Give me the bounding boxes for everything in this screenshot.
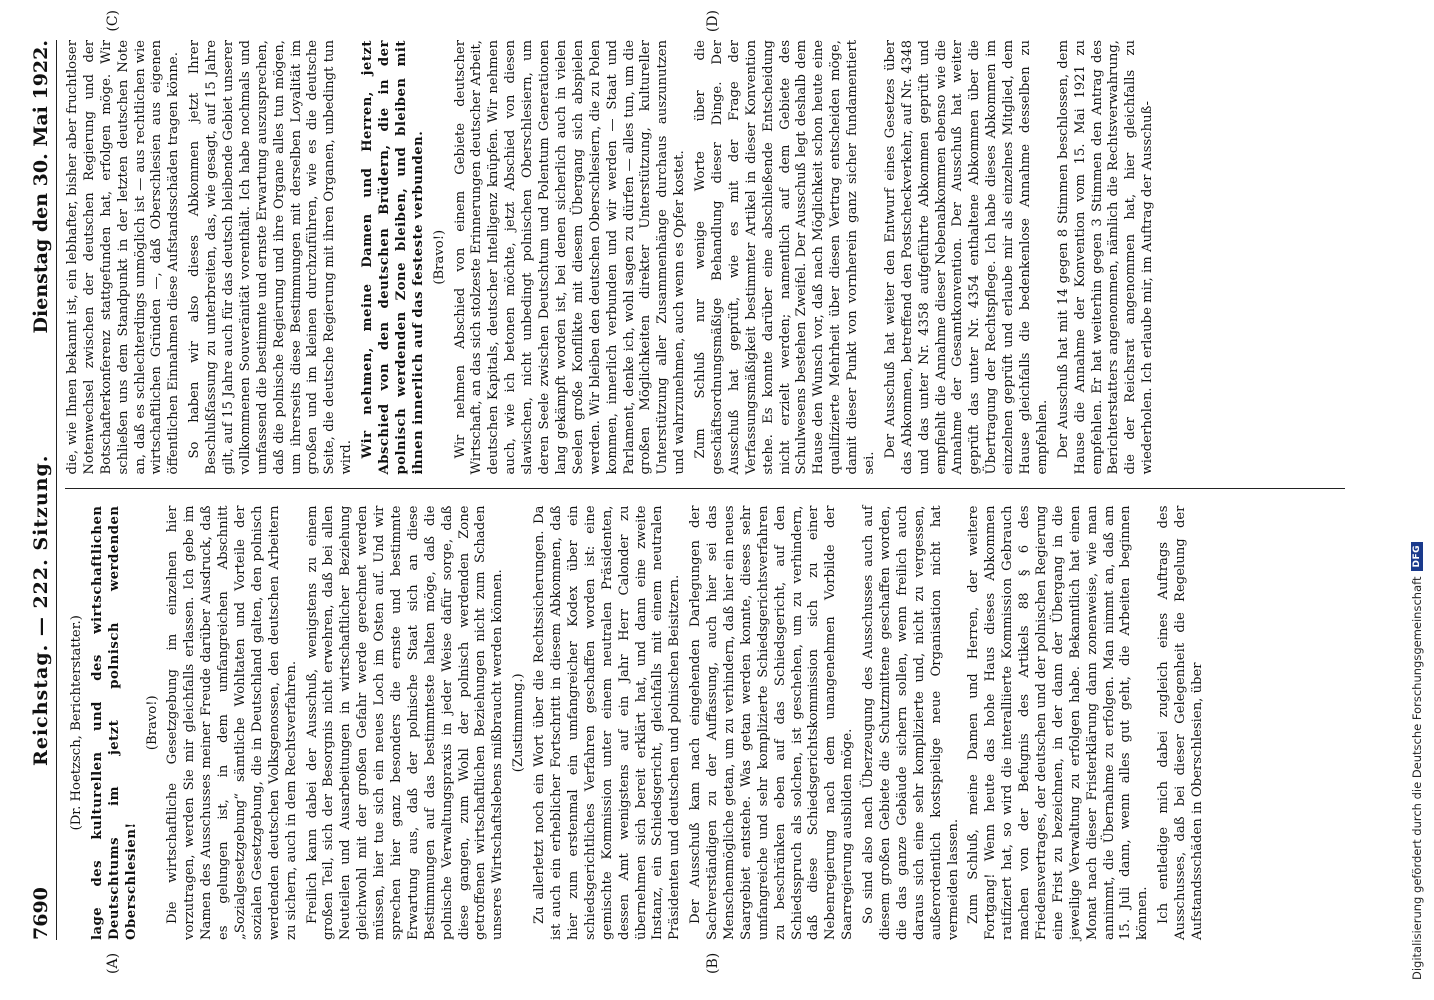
interjection: (Zustimmung.) [511, 673, 527, 773]
credit-text: Digitalisierung gefördert durch die Deutsche Forschungsgemeinschaft [1410, 576, 1424, 980]
paragraph: Der Ausschuß hat weiter den Entwurf eines Gesetzes über das Abkommen, betreffend den Postscheckverkehr, auf Nr. 4348 und das unter Nr. 4358 aufgeführte Abkommen geprüft und empfiehlt die Annahme dieser Nebenabkommen ebenso wie die Annahme der Gesamtkonvention. Der Ausschuß hat weiter geprüft das unter Nr. 4354 enthaltene Abkommen über die Übertragung der Rechtspflege. Ich habe dieses Abkommen im einzelnen geprüft und erlaube mir als einzelnes Mitglied, dem Hause gleichfalls die bedenkenlose Annahme desselben zu empfehlen. [882, 40, 1050, 475]
paragraph: Freilich kann dabei der Ausschuß, wenigstens zu einem großen Teil, sich der Besorgnis nicht erwehren, daß bei allen Neuteilen und Ausarbeitungen in wirtschaftlicher Beziehung gleichwohl mit der großen Gefahr werde gerechnet werden müssen, hier tue sich ein neues Loch im Osten auf. Und wir sprechen hier ganz besonders die ernste und bestimmte Erwartung aus, daß der polnische Staat sich an diese Bestimmungen auf das bestimmteste halten möge, daß die polnische Verwaltungspraxis in jeder Weise dafür sorge, daß diese gangen, zum Wohl der polnisch werdenden Zone getroffenen wirtschaftlichen Beziehungen nicht zum Schaden unseres Wirtschaftslebens mißbraucht werden können. [304, 505, 506, 940]
paragraph: Wir nehmen Abschied von einem Gebiete deutscher Wirtschaft, an das sich stolzeste Erinnerungen deutscher Arbeit, deutschen Kapitals, deutscher Intelligenz knüpfen. Wir nehmen auch, wie ich betonen möchte, jetzt Abschied von diesen slawischen, nicht unbedingt polnischen Oberschlesiern, um deren Seele zwischen Deutschtum und Polentum Generationen lang gekämpft worden ist, bei denen sicherlich auch in vielen Seelen große Konflikte mit diesem Übergang sich abspielen werden. Wir bleiben den deutschen Oberschlesiern, die zu Polen kommen, innerlich verbunden und wir werden — Staat und Parlament, denke ich, wohl sagen zu dürfen — alles tun, um die großen Möglichkeiten direkter Unterstützung, kultureller Unterstützung aller Zusammenhänge durchaus auszunutzen und wahrzunehmen, auch wenn es Opfer kostet. [452, 40, 688, 475]
margin-marker-d: (D) [705, 10, 721, 33]
dfg-logo: DFG [1411, 542, 1423, 571]
paragraph: So haben wir also dieses Abkommen jetzt Ihrer Beschlußfassung zu unterbreiten, das, wie gesagt, auf 15 Jahre gilt, auf 15 Jahre auch für das deutsch bleibende Gebiet unserer vollkommenen Souveränität vorenthält. Ich habe nochmals und umfassend die bestimmte und ernste Erwartung auszusprechen, daß die polnische Regierung und ihre Organe alles tun mögen, um ihrerseits diese Bestimmungen mit derselben Loyalität im großen und im kleinen durchzuführen, wie es die deutsche Seite, die deutsche Regierung mit ihren Organen, unbedingt tun wird. [187, 40, 355, 475]
digitization-credit [1406, 20, 1428, 980]
paragraph: Der Ausschuß hat mit 14 gegen 8 Stimmen beschlossen, dem Hause die Annahme der Konvention vom 15. Mai 1921 zu empfehlen. Er hat weiterhin gegen 3 Stimmen den Antrag des Berichterstatters angenommen, nämlich die Rechtsverwahrung, die der Reichsrat angenommen hat, hier gleichfalls zu wiederholen. Ich erlaube mir, im Auftrag der Ausschuß- [1055, 40, 1156, 475]
interjection: (Bravo!) [431, 229, 447, 285]
paragraph: Zum Schluß, meine Damen und Herren, der weitere Fortgang! Wenn heute das hohe Haus dieses Abkommen ratifiziert hat, so wird die interalliierte Kommission Gebrauch machen von der Befugnis des Artikels 88 § 6 des Friedensvertrages, der deutschen und der polnischen Regierung eine Frist zu bezeichnen, in der dann der Übergang in die jeweilige Verwaltung zu erfolgen habe. Bekanntlich hat einen Monat nach dieser Fristerklärung dann zonenweise, wie man annimmt, die Übernahme zu erfolgen. Man nimmt an, daß am 15. Juli dann, wenn alles gut geht, die Arbeiten beginnen können. [966, 505, 1151, 940]
paragraph: Zu allerletzt noch ein Wort über die Rechtssicherungen. Da ist auch ein erheblicher Fortschritt in diesem Abkommen, daß hier zum erstenmal ein umfangreicher Kodex über ein schiedsgerichtliches Verfahren geschaffen worden ist: eine gemischte Kommission unter einem neutralen Präsidenten, dessen Amt wenigstens auf ein Jahr Herr Calonder zu übernehmen sich bereit erklärt hat, und dann eine zweite Instanz, ein Schiedsgericht, gleichfalls mit einem neutralen Präsidenten und deutschen und polnischen Beisitzern. [532, 505, 683, 940]
session-title: Reichstag. — 222. Sitzung. [30, 454, 52, 766]
paragraph: Die wirtschaftliche Gesetzgebung im einzelnen hier vorzutragen, werden Sie mir gleichfalls erlassen. Ich gebe im Namen des Ausschusses meiner Freude darüber Ausdruck, daß es gelungen ist, in dem umfangreichen Abschnitt „Sozialgesetzgebung“ sämtliche Wohltaten und Vorteile der sozialen Gesetzgebung, die in Deutschland galten, den polnisch werdenden deutschen Volksgenossen, den deutschen Arbeitern zu sichern, auch in dem Rechtsverfahren. [165, 505, 299, 940]
paragraph: Der Ausschuß kam nach eingehenden Darlegungen der Sachverständigen zu der Auffassung, auch hier sei das Menschenmögliche getan, um zu verhindern, daß hier ein neues Saargebiet entstehe. Was getan werden konnte, dieses sehr umfangreiche und sehr komplizierte Schiedsgerichtsverfahren zu beschränken eben auf das Schiedsgericht, auf den Schiedsspruch als solchen, ist geschehen, um zu verhindern, daß diese Schiedsgerichtskommission sich zu einer Nebenregierung nach dem unangenehmen Vorbilde der Saarregierung ausbilden möge. [688, 505, 856, 940]
margin-marker-b: (B) [705, 952, 721, 974]
margin-marker-a: (A) [105, 952, 121, 974]
paragraph: Ich entledige mich dabei zugleich eines Auftrags des Ausschusses, daß bei dieser Gelegenheit die Regelung der Aufstandsschäden in Oberschlesien, über [1156, 505, 1205, 940]
paragraph: lage des kulturellen und des wirtschaftlichen Deutschtums im jetzt polnisch werdenden Oberschlesien! [89, 505, 139, 940]
interjection: (Bravo!) [144, 695, 160, 751]
speaker-line: (Dr. Hoetzsch, Berichterstatter.) [69, 615, 84, 831]
session-date: Dienstag den 30. Mai 1922. [30, 40, 52, 334]
paragraph: Wir nehmen, meine Damen und Herren, jetzt Abschied von den deutschen Brüdern, die in der polnisch werdenden Zone bleiben, und bleiben mit ihnen innerlich auf das festeste verbunden. [360, 40, 426, 475]
left-column [65, 505, 1345, 974]
margin-marker-c: (C) [105, 10, 121, 32]
paragraph: Zum Schluß nur wenige Worte über die geschäftsordnungsmäßige Behandlung dieser Dinge. Der Ausschuß hat geprüft, wie es mit der Frage der Verfassungsmäßigkeit bestimmter Artikel in dieser Konvention stehe. Es konnte darüber eine abschließende Entscheidung nicht erzielt werden; namentlich auf dem Gebiete des Schulwesens bestehen Zweifel. Der Ausschuß legt deshalb dem Hause den Wunsch vor, daß nach Möglichkeit schon heute eine qualifizierte Mehrheit über diesen Vertrag entscheiden möge, damit dieser Punkt von vornherein ganz sicher fundamentiert sei. [693, 40, 877, 475]
text-columns [65, 10, 1345, 974]
page-number: 7690 [30, 887, 52, 940]
paragraph: die, wie Ihnen bekannt ist, ein lebhafter, bisher aber fruchtloser Notenwechsel zwischen der deutschen Regierung und der Botschafterkonferenz stattgefunden hat, erfolgen möge. Wir schließen uns dem Standpunkt in der letzten deutschen Note an, daß es schlechterdings unmöglich ist — aus rechtlichen wie wirtschaftlichen Gründen —, daß Oberschlesien aus eigenen öffentlichen Einnahmen diese Aufstandsschäden tragen könne. [65, 40, 182, 475]
page-header [30, 40, 57, 940]
right-column [65, 10, 1345, 490]
paragraph: So sind also nach Überzeugung des Ausschusses auch auf diesem großen Gebiete die Schutzmittene geschaffen worden, die das ganze Gebäude sichern sollen, wenn freilich auch daraus sich eine sehr komplizierte und, nicht zu vergessen, außerordentlich kostspielige neue Organisation nicht hat vermeiden lassen. [861, 505, 961, 940]
